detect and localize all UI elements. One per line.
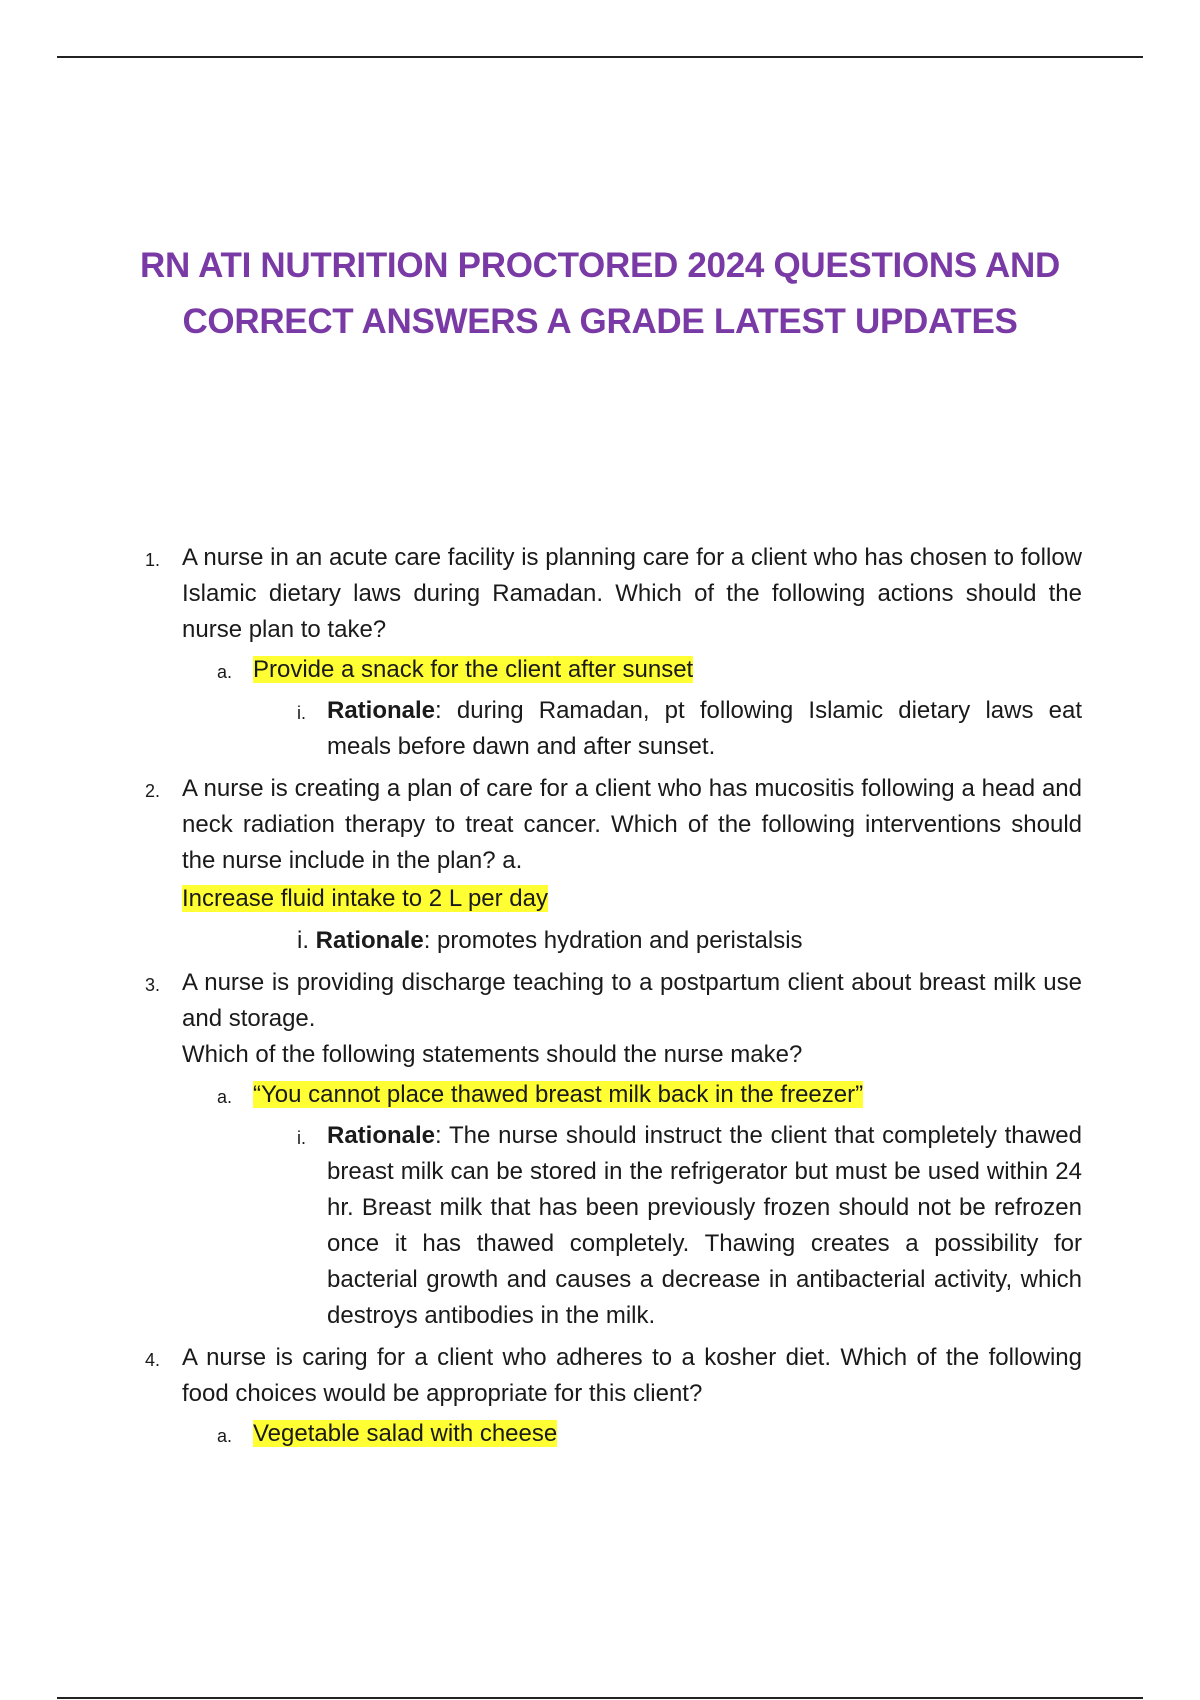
option-letter: a. [217,1426,233,1446]
question-1 [0,540,1200,648]
rationale-label: Rationale [327,697,436,724]
question-text: A nurse is caring for a client who adheres to a kosher diet. Which of the following food choices would be appropriate for this client? [182,1344,1082,1407]
rationale-marker: i. [297,1128,306,1148]
document-title [100,238,1100,350]
highlighted-answer: Increase fluid intake to 2 L per day [182,885,548,912]
rationale-text: : promotes hydration and peristalsis [423,927,803,954]
question-text: A nurse is creating a plan of care for a client who has mucositis following a head and neck radiation therapy to treat cancer. Which of the following interventions should the nurse include in the plan? a. [182,775,1082,874]
rationale-marker: i. [297,927,309,954]
rationale-label: Rationale [315,927,424,954]
answer-option [0,1416,1200,1452]
title-line-1: RN ATI NUTRITION PROCTORED 2024 QUESTIONS AND [140,246,1060,285]
answer-option [0,652,1200,688]
title-line-2: CORRECT ANSWERS A GRADE LATEST UPDATES [182,302,1018,341]
highlighted-answer: “You cannot place thawed breast milk back in the freezer” [253,1081,864,1108]
rationale [0,1118,1200,1334]
highlighted-answer: Vegetable salad with cheese [253,1420,558,1447]
rationale-marker: i. [297,703,306,723]
answer-option [0,1077,1200,1113]
highlighted-answer: Provide a snack for the client after sunset [253,656,694,683]
answer-option [0,881,1200,917]
header-rule [57,56,1143,58]
question-number: 3. [145,975,161,995]
footer-rule [57,1697,1143,1699]
option-letter: a. [217,1087,233,1107]
question-text: A nurse is providing discharge teaching to a postpartum client about breast milk use and storage. [182,969,1082,1032]
rationale-text: : The nurse should instruct the client that completely thawed breast milk can be stored in the refrigerator but must be used within 24 hr. Breast milk that has been previously frozen should not be refrozen once it has thawed completely. Thawing creates a possibility for bacterial growth and causes a decrease in antibacterial activity, which destroys antibodies in the milk. [327,1122,1082,1329]
question-list [0,540,1200,1452]
question-number: 1. [145,550,161,570]
question-2 [0,771,1200,879]
rationale [0,693,1200,765]
question-number: 2. [145,781,161,801]
question-3 [0,965,1200,1073]
rationale-text: : during Ramadan, pt following Islamic dietary laws eat meals before dawn and after sunset. [327,697,1082,760]
rationale [0,923,1200,959]
option-letter: a. [217,662,233,682]
question-4 [0,1340,1200,1412]
question-text-continued: Which of the following statements should the nurse make? [182,1041,803,1068]
question-text: A nurse in an acute care facility is planning care for a client who has chosen to follow Islamic dietary laws during Ramadan. Which of the following actions should the nurse plan to take? [182,544,1082,643]
rationale-label: Rationale [327,1122,436,1149]
question-number: 4. [145,1350,161,1370]
